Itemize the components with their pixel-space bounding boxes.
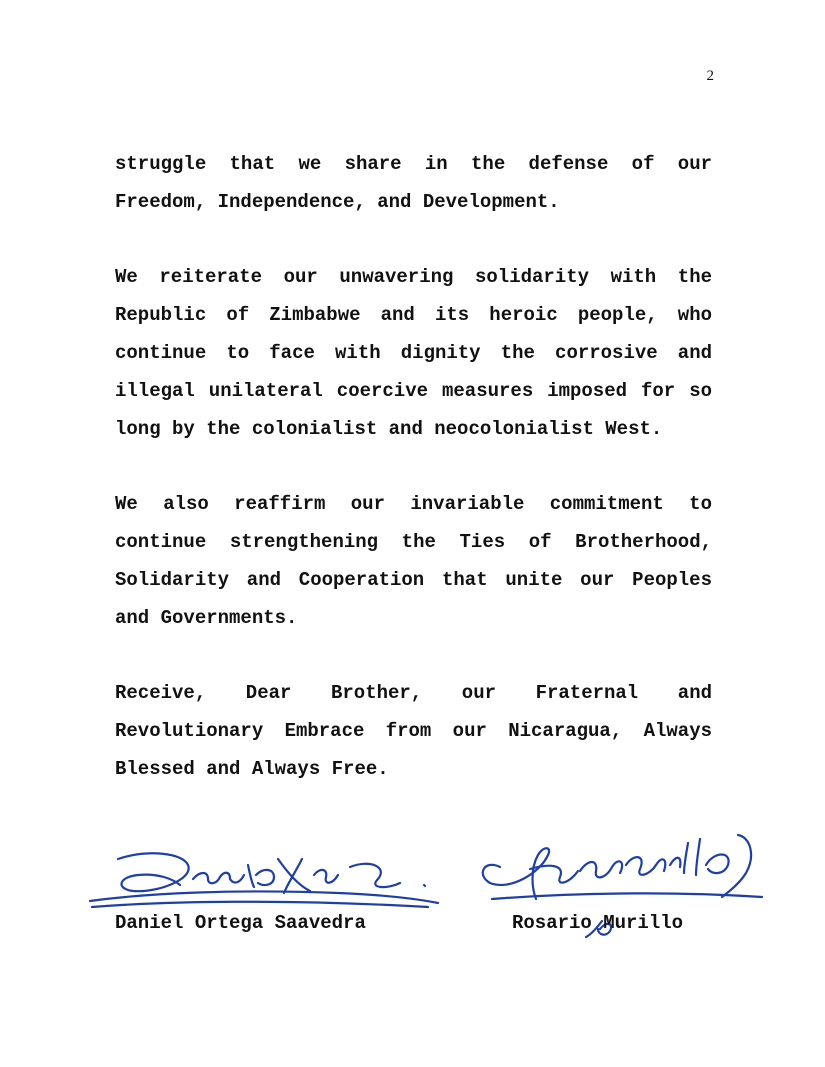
page-number: 2 [706, 68, 714, 84]
paragraph-2: We reiterate our unwavering solidarity with the Republic of Zimbabwe and its heroic people, who continue to face with dignity the corrosive and illegal unilateral coercive measures imposed for so long by the colonialist and neocolonialist West. [115, 266, 712, 440]
paragraph-4: Receive, Dear Brother, our Fraternal and Revolutionary Embrace from our Nicaragua, Always Blessed and Always Free. [115, 682, 712, 780]
signatory-name-right: Rosario Murillo [512, 912, 684, 934]
paragraph-1: struggle that we share in the defense of our Freedom, Independence, and Development. [115, 153, 712, 213]
signature-daniel-ortega [88, 845, 448, 920]
paragraph-3: We also reaffirm our invariable commitment to continue strengthening the Ties of Brotherhood, Solidarity and Cooperation that unite our Peoples and Governments. [115, 493, 712, 629]
letter-body [115, 146, 712, 826]
signatory-name-left: Daniel Ortega Saavedra [115, 912, 366, 934]
